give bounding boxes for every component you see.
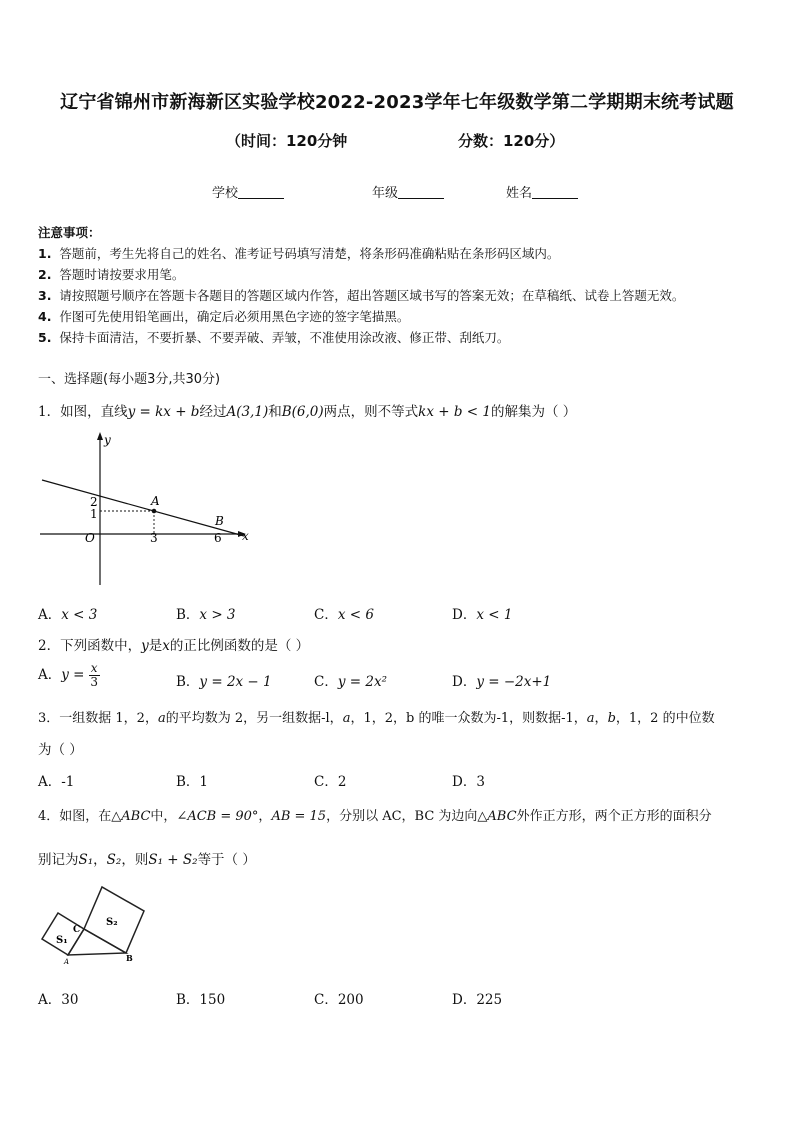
- label-b: B: [126, 953, 133, 963]
- q1-option-b[interactable]: B．x > 3: [176, 607, 236, 623]
- school-label: 学校: [212, 186, 239, 201]
- grade-field: [372, 182, 444, 201]
- x-tick-3: 3: [150, 531, 158, 545]
- q1-option-c[interactable]: C．x < 6: [314, 607, 374, 623]
- q3-option-a[interactable]: A．-1: [38, 774, 75, 790]
- note-item: 3. 请按照题号顺序在答题卡各题目的答题区域内作答，超出答题区域书写的答案无效；在草稿纸、试卷上答题无效。: [38, 288, 685, 303]
- y-axis-arrow: [97, 432, 103, 440]
- line-kx-b: [42, 480, 244, 536]
- name-label: 姓名: [506, 186, 533, 201]
- q2-option-c[interactable]: C．y = 2x²: [314, 674, 387, 690]
- section-title: 一、选择题(每小题3分,共30分): [38, 372, 221, 387]
- q1-graph: [38, 430, 258, 590]
- q3-option-c[interactable]: C．2: [314, 774, 347, 790]
- q4-option-d[interactable]: D．225: [452, 992, 503, 1008]
- q1-option-a[interactable]: A．x < 3: [38, 607, 98, 623]
- inequality: kx + b < 1: [418, 404, 491, 420]
- q4-option-b[interactable]: B．150: [176, 992, 226, 1008]
- exam-title: 辽宁省锦州市新海新区实验学校2022-2023学年七年级数学第二学期期末统考试题: [60, 92, 734, 113]
- exam-time: （时间：120分钟: [226, 132, 348, 150]
- school-field: [212, 182, 284, 201]
- y-tick-2: 2: [90, 495, 98, 509]
- name-blank: [532, 186, 578, 199]
- q3-option-b[interactable]: B．1: [176, 774, 209, 790]
- point-a-coord: A(3,1): [226, 404, 269, 420]
- q3-option-d[interactable]: D．3: [452, 774, 485, 790]
- name-field: [506, 182, 578, 201]
- notes-block: [38, 222, 684, 348]
- question-4-line-2: 别记为S₁，S₂，则S₁ + S₂等于（ ）: [38, 852, 256, 868]
- q4-option-a[interactable]: A．30: [38, 992, 79, 1008]
- label-c: C: [73, 925, 81, 935]
- q2-option-d[interactable]: D．y = −2x+1: [452, 674, 552, 690]
- label-s2: S₂: [106, 917, 118, 928]
- label-a: A: [64, 958, 70, 966]
- y-axis-label: y: [104, 433, 111, 447]
- grade-blank: [398, 186, 444, 199]
- question-3-line-2: 为（ ）: [38, 742, 83, 758]
- label-s1: S₁: [56, 935, 68, 946]
- q1-option-d[interactable]: D．x < 1: [452, 607, 513, 623]
- point-b-label: B: [215, 514, 224, 528]
- notes-title: 注意事项：: [38, 225, 101, 240]
- question-4-line-1: 4．如图，在△ABC中，∠ACB = 90°，AB = 15，分别以 AC，BC 为边向△ABC外作正方形，两个正方形的面积分: [38, 809, 712, 824]
- question-3-line-1: 3．一组数据 1，2，a的平均数为 2，另一组数据-l，a，1，2，b 的唯一众数为-1，则数据-1，a，b，1，2 的中位数: [38, 711, 715, 726]
- line-equation: y = kx + b: [127, 404, 200, 420]
- q4-option-c[interactable]: C．200: [314, 992, 364, 1008]
- q2-option-a[interactable]: A．y = $\frac{x}{3}$: [38, 661, 98, 689]
- question-1-stem: 1．如图，直线y = kx + b经过A(3,1)和B(6,0)两点，则不等式kx + b < 1的解集为（ ）: [38, 404, 577, 420]
- note-item: 2. 答题时请按要求用笔。: [38, 267, 185, 282]
- school-blank: [238, 186, 284, 199]
- x-tick-6: 6: [214, 531, 222, 545]
- q2-option-b[interactable]: B．y = 2x − 1: [176, 674, 272, 690]
- note-item: 1. 答题前，考生先将自己的姓名、准考证号码填写清楚，将条形码准确粘贴在条形码区域内。: [38, 246, 560, 261]
- origin-label: O: [85, 531, 95, 545]
- point-a-dot: [152, 509, 157, 514]
- exam-score: 分数：120分）: [458, 132, 565, 150]
- point-b-coord: B(6,0): [281, 404, 324, 420]
- note-item: 5. 保持卡面清洁，不要折暴、不要弄破、弄皱，不准使用涂改液、修正带、刮纸刀。: [38, 330, 510, 345]
- q4-figure: [38, 885, 158, 970]
- grade-label: 年级: [372, 186, 399, 201]
- point-a-label: A: [151, 494, 160, 508]
- y-tick-1: 1: [90, 507, 98, 521]
- question-2-stem: 2．下列函数中，y是x的正比例函数的是（ ）: [38, 638, 310, 654]
- x-axis-label: x: [242, 529, 249, 543]
- note-item: 4. 作图可先使用铅笔画出，确定后必须用黑色字迹的签字笔描黑。: [38, 309, 410, 324]
- fraction-x-over-3: $\frac{x}{3}$: [90, 661, 98, 689]
